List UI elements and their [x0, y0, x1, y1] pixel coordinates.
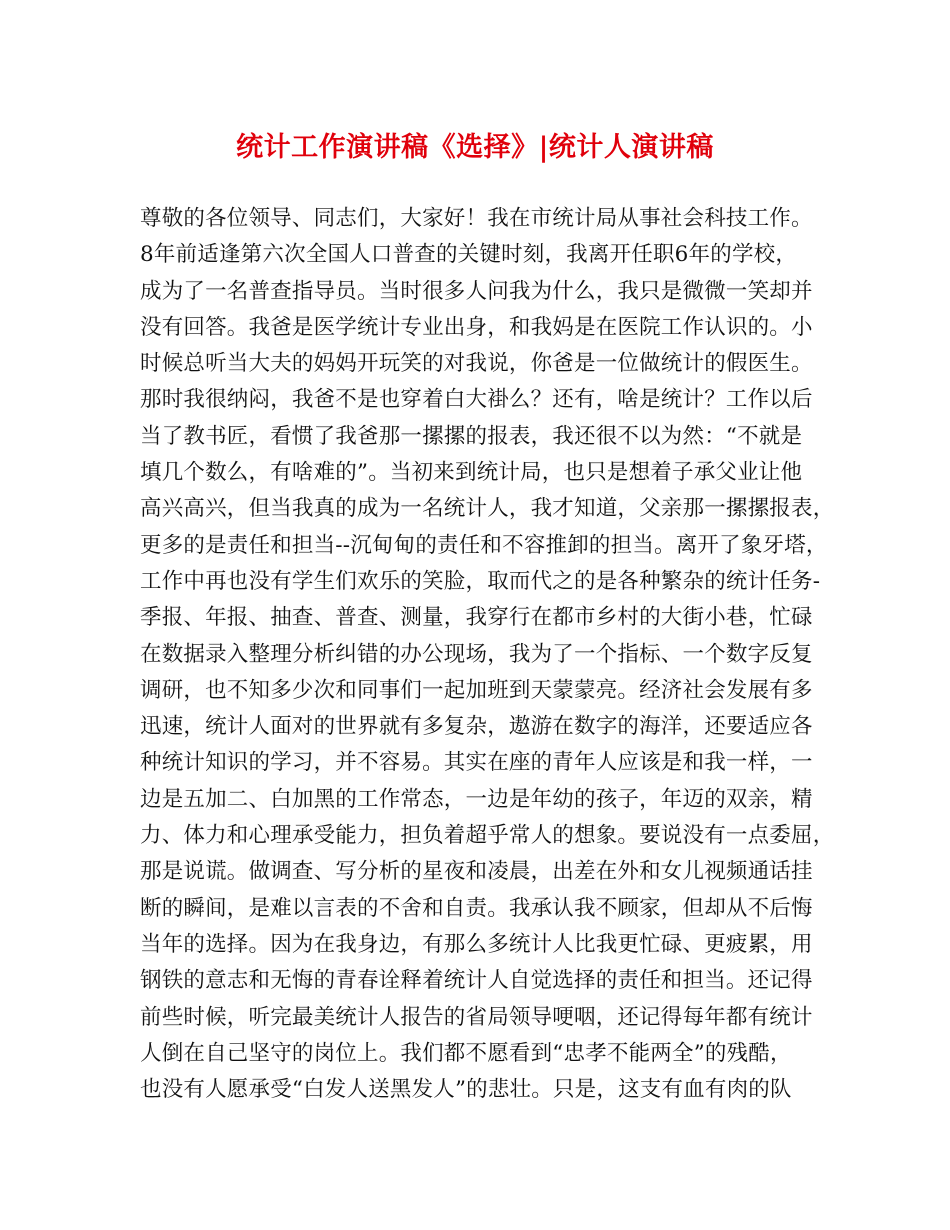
body-line: 边是五加二、白加黑的工作常态，一边是年幼的孩子，年迈的双亲，精 [140, 786, 813, 812]
body-line: 力、体力和心理承受能力，担负着超乎常人的想象。要说没有一点委屈， [140, 823, 835, 849]
body-line: 工作中再也没有学生们欢乐的笑脸，取而代之的是各种繁杂的统计任务- [140, 568, 821, 594]
document-title: 统计工作演讲稿《选择》|统计人演讲稿 [236, 132, 714, 163]
body-line: 断的瞬间，是难以言表的不舍和自责。我承认我不顾家，但却从不后悔 [140, 895, 813, 921]
body-line: 尊敬的各位领导、同志们，大家好！我在市统计局从事社会科技工作。 [140, 206, 813, 231]
body-line: 成为了一名普查指导员。当时很多人问我为什么，我只是微微一笑却并 [140, 278, 813, 304]
body-line: 调研，也不知多少次和同事们一起加班到天蒙蒙亮。经济社会发展有多 [140, 677, 813, 703]
body-line: 那时我很纳闷，我爸不是也穿着白大褂么？还有，啥是统计？工作以后 [140, 387, 813, 413]
body-line: 那是说谎。做调查、写分析的星夜和凌晨，出差在外和女儿视频通话挂 [140, 859, 813, 885]
speech-body [140, 201, 835, 1108]
body-line: 没有回答。我爸是医学统计专业出身，和我妈是在医院工作认识的。小 [140, 314, 813, 340]
body-line: 当年的选择。因为在我身边，有那么多统计人比我更忙碌、更疲累，用 [140, 931, 813, 957]
body-line: 时候总听当大夫的妈妈开玩笑的对我说，你爸是一位做统计的假医生。 [140, 351, 813, 377]
body-line: 填几个数么，有啥难的”。当初来到统计局，也只是想着子承父业让他 [140, 460, 803, 486]
body-line: 钢铁的意志和无悔的青春诠释着统计人自觉选择的责任和担当。还记得 [140, 968, 813, 994]
body-line: 8年前适逢第六次全国人口普查的关键时刻，我离开任职6年的学校， [140, 242, 798, 268]
body-line: 更多的是责任和担当--沉甸甸的责任和不容推卸的担当。离开了象牙塔， [140, 532, 828, 558]
body-line: 在数据录入整理分析纠错的办公现场，我为了一个指标、一个数字反复 [140, 641, 813, 667]
body-line: 高兴高兴，但当我真的成为一名统计人，我才知道，父亲那一摞摞报表， [140, 496, 835, 522]
body-line: 季报、年报、抽查、普查、测量，我穿行在都市乡村的大街小巷，忙碌 [140, 605, 813, 631]
body-line: 也没有人愿承受“白发人送黑发人”的悲壮。只是，这支有血有肉的队 [140, 1077, 792, 1103]
body-line: 迅速，统计人面对的世界就有多复杂，遨游在数字的海洋，还要适应各 [140, 714, 813, 740]
body-line: 前些时候，听完最美统计人报告的省局领导哽咽，还记得每年都有统计 [140, 1004, 813, 1030]
body-line: 人倒在自己坚守的岗位上。我们都不愿看到“忠孝不能两全”的残酷， [140, 1040, 792, 1066]
body-line: 当了教书匠，看惯了我爸那一摞摞的报表，我还很不以为然：“不就是 [140, 423, 803, 449]
body-line: 种统计知识的学习，并不容易。其实在座的青年人应该是和我一样，一 [140, 750, 813, 776]
